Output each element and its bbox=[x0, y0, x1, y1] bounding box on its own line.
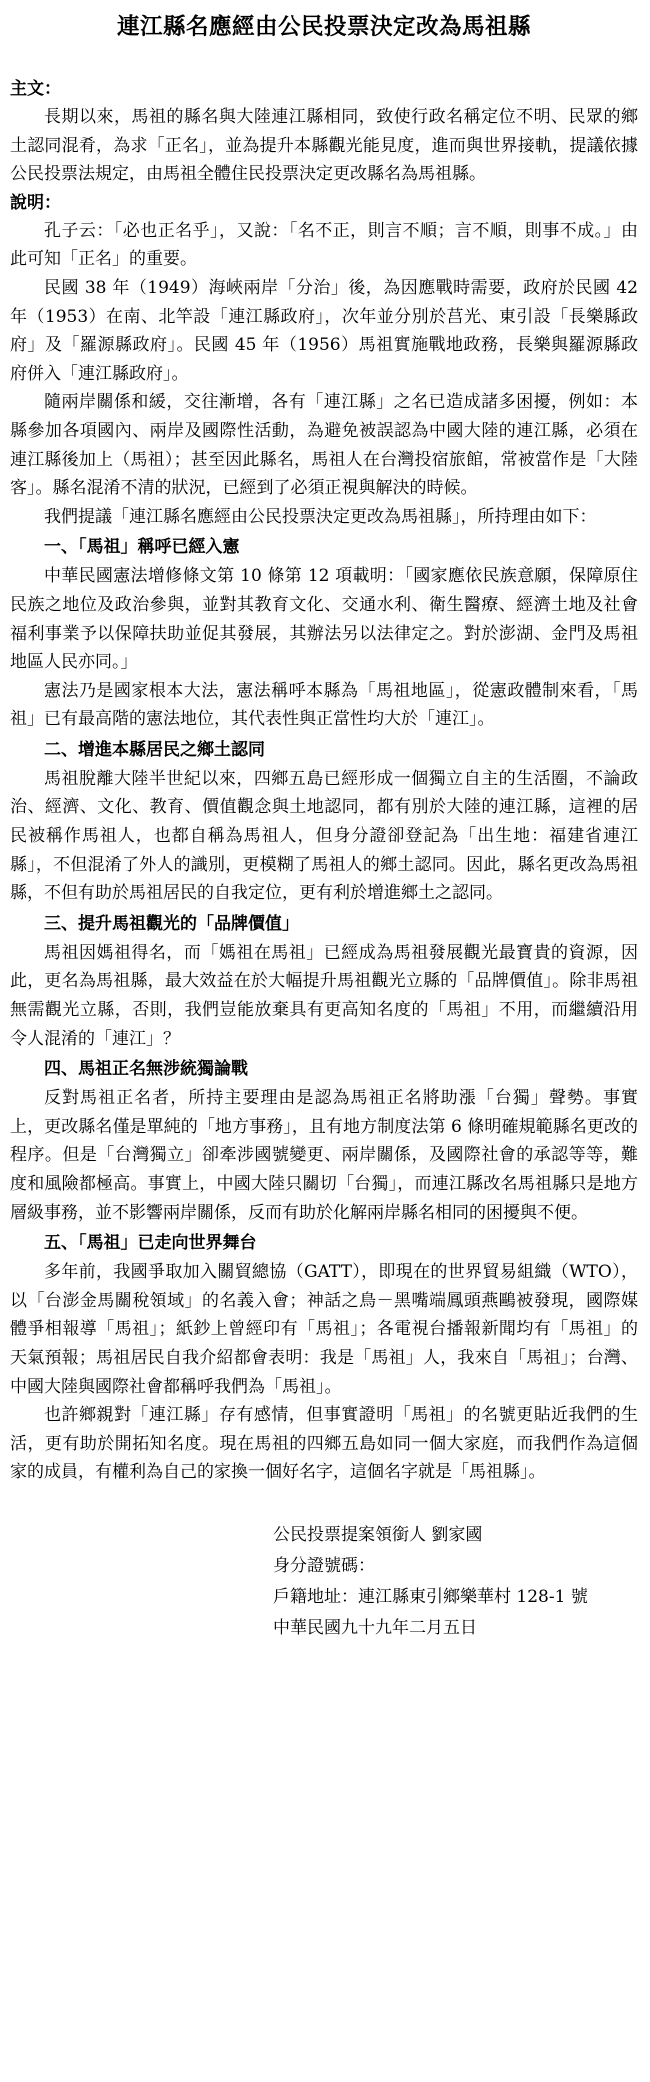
section-5-paragraph: 多年前，我國爭取加入關貿總協（GATT），即現在的世界貿易組織（WTO），以「台澎金馬關稅領域」的名義入會；神話之鳥－黑嘴端鳳頭燕鷗被發現，國際媒體爭相報導「馬祖」；紙鈔上曾經印有「馬祖」；各電視台播報新聞均有「馬祖」的天氣預報；馬祖居民自我介紹都會表明：我是「馬祖」人，我來自「馬祖」；台灣、中國大陸與國際社會都稱呼我們為「馬祖」。 bbox=[10, 1262, 638, 1397]
explanation-label: 說明： bbox=[10, 192, 61, 213]
section-3-paragraph: 馬祖因媽祖得名，而「媽祖在馬祖」已經成為馬祖發展觀光最寶貴的資源，因此，更名為馬祖縣，最大效益在於大幅提升馬祖觀光立縣的「品牌價值」。除非馬祖無需觀光立縣，否則，我們豈能放棄具有更高知名度的「馬祖」不用，而繼續沿用令人混淆的「連江」？ bbox=[10, 942, 638, 1049]
section-heading-3: 三、提升馬祖觀光的「品牌價值」 bbox=[44, 913, 299, 934]
section-2-paragraph: 馬祖脫離大陸半世紀以來，四鄉五島已經形成一個獨立自主的生活圈，不論政治、經濟、文化、教育、價值觀念與土地認同，都有別於大陸的連江縣，這裡的居民被稱作馬祖人，也都自稱為馬祖人，但身分證卻登記為「出生地：福建省連江縣」，不但混淆了外人的識別，更模糊了馬祖人的鄉土認同。因此，縣名更改為馬祖縣，不但有助於馬祖居民的自我定位，更有利於增進鄉土之認同。 bbox=[10, 768, 638, 904]
registered-address: 戶籍地址：連江縣東引鄉樂華村 128-1 號 bbox=[273, 1586, 588, 1607]
section-1-paragraph: 中華民國憲法增修條文第 10 條第 12 項載明：「國家應依民族意願，保障原住民族之地位及政治參與，並對其教育文化、交通水利、衛生醫療、經濟土地及社會福利事業予以保障扶助並促其發展，其辦法另以法律定之。對於澎湖、金門及馬祖地區人民亦同。」 bbox=[10, 566, 638, 673]
id-number-label: 身分證號碼： bbox=[273, 1555, 375, 1576]
intro-paragraph: 孔子云：「必也正名乎」，又說：「名不正，則言不順；言不順，則事不成。」由此可知「正名」的重要。 bbox=[10, 220, 638, 270]
signature-block bbox=[10, 1520, 638, 1644]
section-heading-4: 四、馬祖正名無涉統獨論戰 bbox=[44, 1059, 248, 1080]
main-text-label: 主文： bbox=[10, 79, 61, 99]
document-title: 連江縣名應經由公民投票決定改為馬祖縣 bbox=[116, 14, 531, 40]
intro-paragraph: 我們提議「連江縣名應經由公民投票決定更改為馬祖縣」，所持理由如下： bbox=[44, 506, 597, 527]
section-5-paragraph: 也許鄉親對「連江縣」存有感情，但事實證明「馬祖」的名號更貼近我們的生活，更有助於開拓知名度。現在馬祖的四鄉五島如同一個大家庭，而我們作為這個家的成員，有權利為自己的家換一個好名字，這個名字就是「馬祖縣」。 bbox=[10, 1405, 638, 1483]
section-4-paragraph: 反對馬祖正名者，所持主要理由是認為馬祖正名將助漲「台獨」聲勢。事實上，更改縣名僅是單純的「地方事務」，且有地方制度法第 6 條明確規範縣名更改的程序。但是「台灣獨立」卻牽涉國號變更、兩岸關係，及國際社會的承認等等，難度和風險都極高。事實上，中國大陸只關切「台獨」，而連江縣改名馬祖縣只是地方層級事務，並不影響兩岸關係，反而有助於化解兩岸縣名相同的困擾與不便。 bbox=[10, 1088, 638, 1223]
intro-paragraph: 民國 38 年（1949）海峽兩岸「分治」後，為因應戰時需要，政府於民國 42 年（1953）在南、北竿設「連江縣政府」，次年並分別於莒光、東引設「長樂縣政府」及「羅源縣政府」。民國 45 年（1956）馬祖實施戰地政務，長樂與羅源縣政府併入「連江縣政府」。 bbox=[10, 277, 638, 384]
proposer-name: 公民投票提案領銜人 劉家國 bbox=[273, 1524, 483, 1545]
main-text-paragraph: 長期以來，馬祖的縣名與大陸連江縣相同，致使行政名稱定位不明、民眾的鄉土認同混肴，為求「正名」，並為提升本縣觀光能見度，進而與世界接軌，提議依據公民投票法規定，由馬祖全體住民投票決定更改縣名為馬祖縣。 bbox=[10, 107, 638, 185]
section-heading-5: 五、「馬祖」已走向世界舞台 bbox=[44, 1233, 257, 1254]
intro-paragraph: 隨兩岸關係和緩，交往漸增，各有「連江縣」之名已造成諸多困擾，例如：本縣參加各項國內、兩岸及國際性活動，為避免被誤認為中國大陸的連江縣，必須在連江縣後加上（馬祖）；甚至因此縣名，馬祖人在台灣投宿旅館，常被當作是「大陸客」。縣名混淆不清的狀況，已經到了必須正視與解決的時候。 bbox=[10, 392, 638, 499]
section-heading-1: 一、「馬祖」稱呼已經入憲 bbox=[44, 537, 240, 558]
section-1-paragraph: 憲法乃是國家根本大法，憲法稱呼本縣為「馬祖地區」，從憲政體制來看，「馬祖」已有最高階的憲法地位，其代表性與正當性均大於「連江」。 bbox=[10, 680, 638, 730]
document-date: 中華民國九十九年二月五日 bbox=[273, 1617, 477, 1638]
section-heading-2: 二、增進本縣居民之鄉土認同 bbox=[44, 739, 265, 760]
